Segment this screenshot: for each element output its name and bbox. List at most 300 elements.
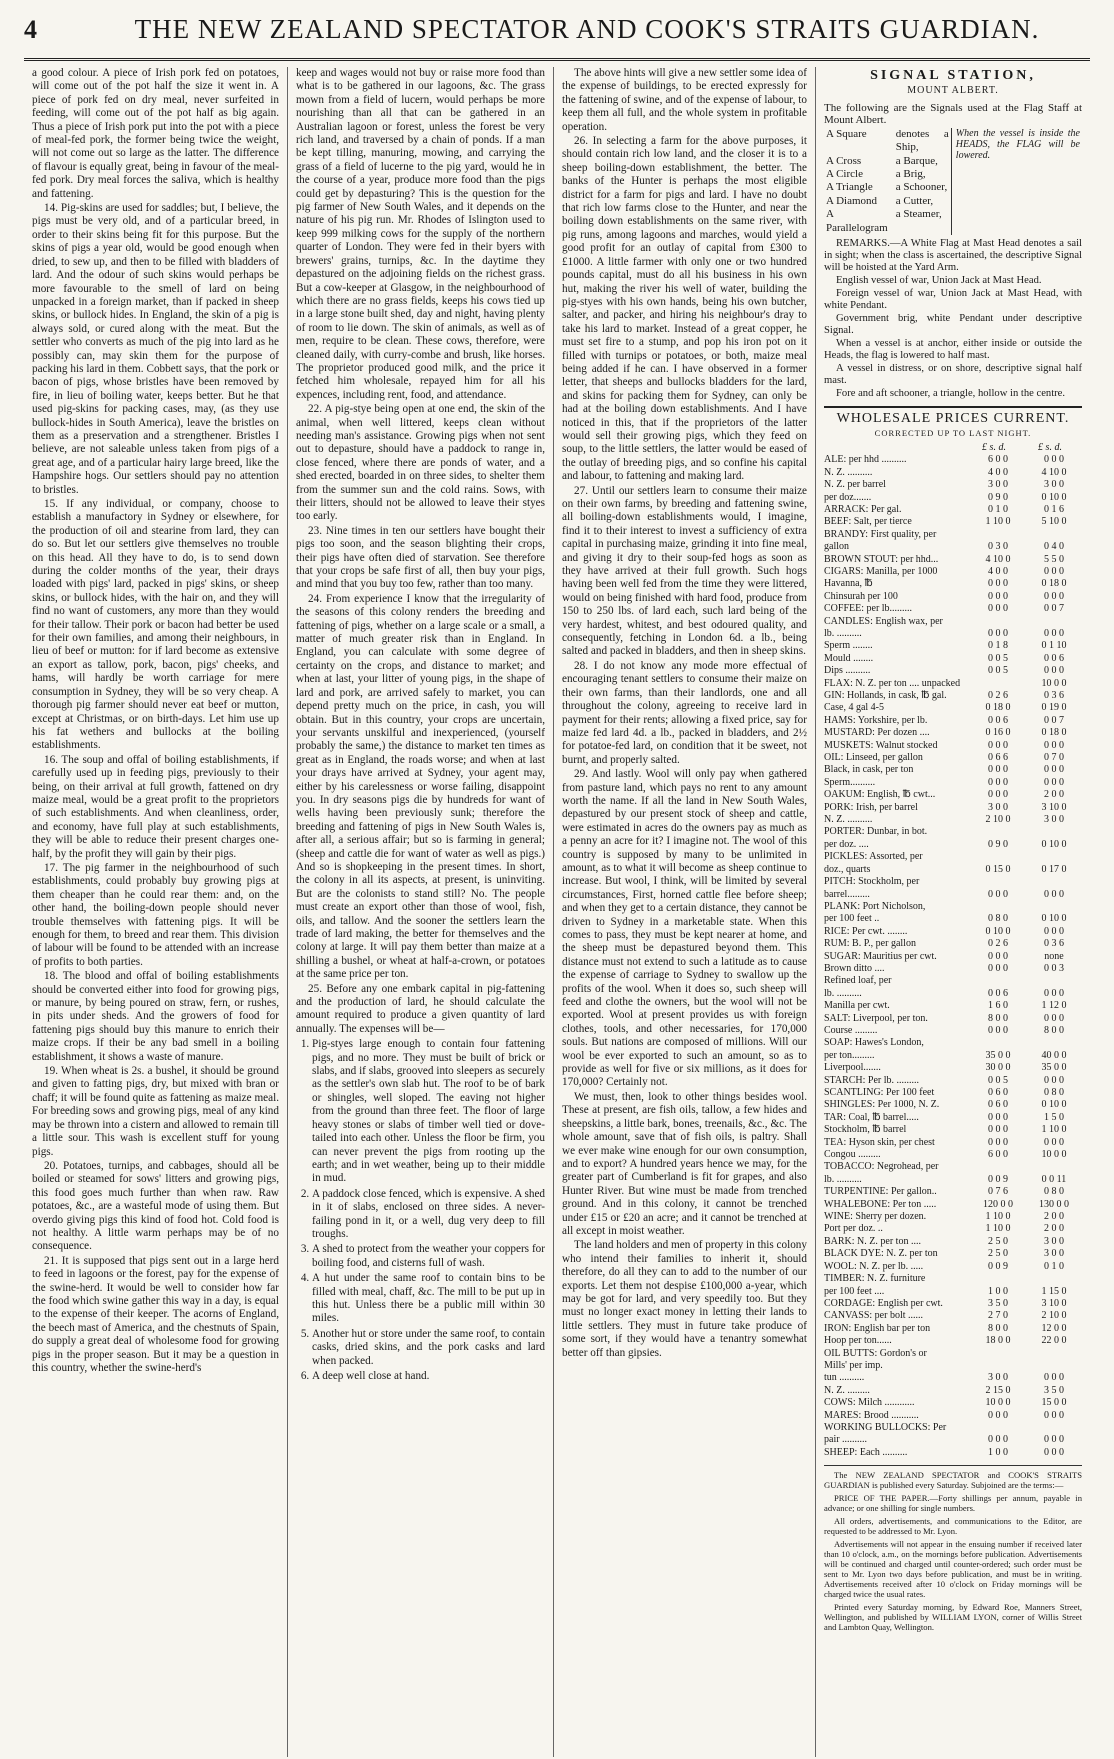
price-low: 0 18 0 [985, 702, 1011, 714]
price-row [824, 1137, 1082, 1149]
article-paragraph: 27. Until our settlers learn to consume their maize on their own farms, by breeding and fattening swine, all boiling-down establishments would, I imagine, find it to their interest to invest a sufficiency of extra capital in purchasing maize, grinding it into fine meal, and giving it dry to their soup-fed hogs as soon as they have arrived at their full growth. Such hogs having been well fed from the time they were littered, would on being finished with hard food, produce from 150 to 250 lbs. of lard each, such lard being of the very hardest, whitest, and best odoured quality, and consequently, fetching in London 6d. a lb., being salted and packed in bladders, and then in sheep skins. [562, 484, 807, 658]
price-low [970, 529, 1026, 541]
price-row [824, 554, 1082, 566]
price-high: 0 1 10 [1041, 640, 1067, 652]
signal-shape: A Circle [826, 168, 863, 181]
price-high: 2 10 0 [1041, 1310, 1067, 1322]
price-high: 1 5 0 [1044, 1111, 1064, 1123]
price-row [824, 665, 1082, 677]
price-item: CANVASS: per bolt ...... [824, 1310, 923, 1322]
price-row [824, 1062, 1082, 1074]
price-high: 0 0 6 [1044, 652, 1064, 664]
price-row [824, 740, 1082, 752]
price-low: 10 0 0 [985, 1397, 1011, 1409]
price-low: 0 10 0 [985, 925, 1011, 937]
publication-notes [824, 1465, 1082, 1632]
signal-intro: The following are the Signals used at the Flag Staff at Mount Albert. [824, 101, 1082, 126]
price-item: HAMS: Yorkshire, per lb. [824, 714, 928, 726]
price-high: 15 0 0 [1041, 1397, 1067, 1409]
price-low: 0 9 0 [988, 838, 1008, 850]
price-high: 0 18 0 [1041, 727, 1067, 739]
price-high: 3 5 0 [1044, 1384, 1064, 1396]
price-low: 120 0 0 [983, 1198, 1013, 1210]
price-low [970, 678, 1026, 690]
price-row [824, 566, 1082, 578]
price-row [824, 541, 1082, 553]
price-low: 0 0 0 [988, 764, 1008, 776]
price-item: RUM: B. P., per gallon [824, 938, 916, 950]
publication-note: Printed every Saturday morning, by Edward Roe, Manners Street, Wellington, and published by WILLIAM LYON, corner of Willis Street and Lambton Quay, Wellington. [824, 1602, 1082, 1633]
signal-meaning: a Cutter, [895, 194, 934, 207]
price-low: 0 0 0 [988, 590, 1008, 602]
price-low: 1 0 0 [988, 1446, 1008, 1458]
price-high: 10 0 0 [1041, 1149, 1067, 1161]
price-row [824, 640, 1082, 652]
price-high: 0 0 0 [1044, 590, 1064, 602]
price-high: 2 0 0 [1044, 1223, 1064, 1235]
price-row [824, 1112, 1082, 1124]
article-paragraph: 20. Potatoes, turnips, and cabbages, should all be boiled or steamed for sows' litters and growing pigs, this food goes much further than when raw. Raw potatoes, &c., are a wasteful mode of using them. But overdo giving pigs this kind of food hot. Cold food is not healthy. A little warm perhaps may be of no consequence. [32, 1159, 279, 1253]
article-paragraph: 26. In selecting a farm for the above purposes, it should contain rich low land, and the closer it is to a sheep boiling-down establishment, the better. The banks of the Hunter is perhaps the most eligible district for a farm for pigs and lard. I have no doubt that rich low farms close to the Hunter, and near the boiling down establishments on the same river, with pig runs, among lagoons and marches, would yield a good profit for an outlay of capital from £300 to £1000. A little farmer with only one or two hundred pounds capital, must do all his business in his own hut, making the river his well of water, building the pig-styes with his own hands, being his own butcher, salter, and packer, and hiring his neighbour's dray to take his lard to market. Instead of a great copper, he must set fire to a stump, and pop his iron pot on it filled with turnips or potatoes, or both, maize meal being added if he can. I have observed in a former letter, that sheeps and bullocks bladders for the lard, and skins for packing them for Sydney, can only be had at the boiling down establishments. And I have noticed in this, that if the proprietors of the latter would sell their growing pigs, which they feed on soup, to the little settlers, the latter would be eased of the outlay of breeding pigs, and so confine his capital and labour, to fattening and making lard. [562, 135, 807, 483]
signal-meaning: a Barque, [895, 154, 938, 167]
price-low: 0 0 0 [988, 578, 1008, 590]
article-paragraph: 22. A pig-stye being open at one end, the skin of the animal, when well littered, keeps clean without needing man's assistance. Growing pigs when not sent out to depasture, should have a paddock to range in, close fenced, where there are ponds of water, and a shed erected, boarded in on three sides, to shelter them from the summer sun and the cold rains. Sows, with their litters, should not be allowed to leave their styes too early. [296, 403, 545, 523]
price-row [824, 802, 1082, 814]
price-high: 0 0 0 [1044, 1136, 1064, 1148]
price-high: 0 0 0 [1044, 739, 1064, 751]
price-item: Course ......... [824, 1024, 878, 1036]
price-low: 0 0 6 [988, 987, 1008, 999]
price-item: Sperm ........ [824, 640, 873, 652]
price-item: OAKUM: English, ℔ cwt... [824, 789, 936, 801]
publication-note: The NEW ZEALAND SPECTATOR and COOK'S STRAITS GUARDIAN is published every Saturday. Subjoined are the terms:— [824, 1470, 1082, 1491]
price-high [1026, 1348, 1082, 1360]
article-paragraph: We must, then, look to other things besides wool. These at present, are fish oils, tallow, a few hides and sheepskins, a little bark, bones, treenails, &c., &c. The whole amount, save that of fish oils, is paltry. Shall we ever make wine enough for our own consumption, and to export? A hundred years hence we may, for the greater part of Cumberland is fit for grapes, and also Hunter River. But wine must be made from trenched ground. And in this colony, it cannot be trenched under £15 or £20 an acre; and it cannot be trenched at all except in moist weather. [562, 1090, 807, 1237]
price-low: 4 0 0 [988, 466, 1008, 478]
price-high: 3 0 0 [1044, 479, 1064, 491]
price-item: Manilla per cwt. [824, 1000, 890, 1012]
price-row [824, 479, 1082, 491]
price-low [970, 901, 1026, 913]
price-item: Hoop per ton...... [824, 1335, 892, 1347]
price-high: 0 10 0 [1041, 491, 1067, 503]
price-high: 0 7 0 [1044, 752, 1064, 764]
price-item: PORTER: Dunbar, in bot. [824, 826, 928, 838]
article-paragraph: 16. The soup and offal of boiling establishments, if carefully used up in feeding pigs, previously to their being, on their arrival at full growth, fattened on dry maize meal, would be a great profit to the proprietors of such establishments. And when cleanliness, order, and economy, have full play at such establishments, they will be able to reduce their present charges one-half, by the profit they will gain by their pigs. [32, 753, 279, 860]
price-high: 0 0 7 [1044, 714, 1064, 726]
signal-meaning: denotes a Ship, [895, 127, 949, 154]
price-row [824, 1372, 1082, 1384]
price-item: OIL BUTTS: Gordon's or [824, 1347, 927, 1359]
price-row [824, 1037, 1082, 1049]
signal-remark: English vessel of war, Union Jack at Mast Head. [836, 275, 1042, 287]
price-high: 0 0 0 [1044, 1074, 1064, 1086]
price-item: SOAP: Hawes's London, [824, 1037, 924, 1049]
price-item: MARES: Brood ........... [824, 1409, 919, 1421]
price-item: BARK: N. Z. per ton .... [824, 1235, 921, 1247]
price-item: doz., quarts [824, 863, 871, 875]
price-row [824, 653, 1082, 665]
price-item: FLAX: N. Z. per ton .... unpacked [824, 677, 961, 689]
article-paragraph: 23. Nine times in ten our settlers have bought their pigs too soon, and the season blighting their crops, their pigs have often died of starvation. See therefore that your crops be safe first of all, then buy your pigs, and mind that you buy too few, rather than too many. [296, 524, 545, 591]
price-high: 0 0 0 [1044, 987, 1064, 999]
expense-item: 3. A shed to protect from the weather your coppers for boiling food, and cisterns full of wash. [312, 1243, 545, 1270]
expense-item: 5. Another hut or store under the same roof, to contain casks, dried skins, and the pork casks and lard when packed. [312, 1328, 545, 1368]
price-item: CORDAGE: English per cwt. [824, 1297, 943, 1309]
price-row [824, 1422, 1082, 1434]
price-item: Brown ditto .... [824, 962, 885, 974]
price-row [824, 1124, 1082, 1136]
price-item: N. Z. .......... [824, 814, 873, 826]
price-row [824, 1186, 1082, 1198]
price-row [824, 628, 1082, 640]
price-row [824, 926, 1082, 938]
price-row [824, 938, 1082, 950]
signal-row [824, 128, 1082, 155]
price-high [1026, 1161, 1082, 1173]
price-item: N. Z. .......... [824, 466, 873, 478]
price-high [1026, 616, 1082, 628]
price-item: MUSTARD: Per dozen .... [824, 727, 930, 739]
price-row [824, 963, 1082, 975]
signal-meaning: a Steamer, [895, 208, 942, 221]
price-high: 0 0 0 [1044, 1434, 1064, 1446]
price-low: 0 0 9 [988, 1260, 1008, 1272]
price-low [970, 1273, 1026, 1285]
price-row [824, 1099, 1082, 1111]
price-high: 0 0 0 [1044, 1372, 1064, 1384]
price-low [970, 1161, 1026, 1173]
price-row [824, 1050, 1082, 1062]
price-low: 4 0 0 [988, 565, 1008, 577]
price-row [824, 1348, 1082, 1360]
price-high: 0 0 3 [1044, 962, 1064, 974]
price-row [824, 814, 1082, 826]
price-row [824, 1223, 1082, 1235]
price-item: lb. .......... [824, 987, 862, 999]
price-high: 0 0 0 [1044, 665, 1064, 677]
price-row [824, 789, 1082, 801]
price-low: 2 10 0 [985, 814, 1011, 826]
price-row [824, 1397, 1082, 1409]
price-item: CIGARS: Manilla, per 1000 [824, 565, 938, 577]
price-low: 0 1 0 [988, 503, 1008, 515]
price-high: 12 0 0 [1041, 1322, 1067, 1334]
price-item: Port per doz. .. [824, 1223, 883, 1235]
price-low [970, 1360, 1026, 1372]
price-high [1026, 1037, 1082, 1049]
price-row [824, 1385, 1082, 1397]
price-row [824, 988, 1082, 1000]
price-row [824, 591, 1082, 603]
signal-remark: A vessel in distress, or on shore, descriptive signal half mast. [824, 363, 1082, 387]
price-low [970, 1422, 1026, 1434]
price-row [824, 1360, 1082, 1372]
price-low: 0 0 0 [988, 962, 1008, 974]
price-item: N. Z. ......... [824, 1384, 870, 1396]
price-low: 0 15 0 [985, 863, 1011, 875]
article-paragraph: The above hints will give a new settler some idea of the expense of buildings, to be erected expressly for the fattening of swine, and of the expense of labour, to keep them all full, and the whole system in profitable operation. [562, 67, 808, 133]
price-row [824, 616, 1082, 628]
price-item: BROWN STOUT: per hhd... [824, 553, 939, 565]
price-high: 0 1 6 [1044, 503, 1064, 515]
signal-note: When the vessel is inside the HEADS, the FLAG will be lowered. [951, 128, 1082, 235]
column-3 [554, 67, 816, 1757]
article-paragraph: 15. If any individual, or company, choose to establish a manufactory in Sydney or elsewhere, for the production of oil and stearine from lard, they can do so. But let our settlers give themselves no trouble on this head. All they have to do, is to send down during the colder months of the year, their drays loaded with pigs' lard, packed in pigs' skins, or sheep skins, or bullock hides, with the hair on, and they will find no want of customers, any more than they would for their tallow. Their pork or bacon had better be used for their own families, and among their neighbours, in lieu of beef or mutton: for if lard become as extensive an export as tallow, pork, bacon, pigs' cheeks, and hams, will hardly be worth carriage for mere consumption in Sydney, they will be so very cheap. A thorough pig farmer should never eat beef or mutton, except at Christmas, or on birth-days. Let him use up his fat wethers and bullocks at the boiling establishments. [32, 498, 279, 752]
price-high [1026, 975, 1082, 987]
price-low: 0 9 0 [988, 491, 1008, 503]
price-item: PICKLES: Assorted, per [824, 851, 923, 863]
price-row [824, 1075, 1082, 1087]
price-row [824, 1161, 1082, 1173]
price-low: 0 0 9 [988, 1173, 1008, 1185]
price-item: CANDLES: English wax, per [824, 615, 943, 627]
price-low: 0 6 0 [988, 1087, 1008, 1098]
price-high: 0 0 0 [1044, 776, 1064, 788]
price-high: 3 0 0 [1044, 1248, 1064, 1260]
page-number: 4 [24, 15, 37, 44]
price-row [824, 1335, 1082, 1347]
price-row [824, 1236, 1082, 1248]
signal-shape: A Parallelogram [826, 208, 888, 234]
price-row [824, 1410, 1082, 1422]
price-low: 0 7 6 [988, 1186, 1008, 1198]
columns [24, 67, 1090, 1757]
price-row [824, 1447, 1082, 1459]
price-item: barrel......... [824, 888, 870, 900]
price-low [970, 1037, 1026, 1049]
price-high: 4 10 0 [1041, 466, 1067, 478]
price-high: 0 0 0 [1044, 1446, 1064, 1458]
price-col-head-high: £ s. d. [1038, 441, 1062, 453]
price-row [824, 516, 1082, 528]
price-item: Chinsurah per 100 [824, 590, 898, 602]
price-high [1026, 826, 1082, 838]
price-list [824, 454, 1082, 1459]
price-row [824, 876, 1082, 888]
article-paragraph: 24. From experience I know that the irregularity of the seasons of this colony renders the breeding and fattening of pigs, whether on a large scale or a small, a matter of much greater risk than in England. In England, you can calculate with some degree of certainty on the crops, and distance to market; and when at last, your litter of young pigs, in the shape of lard and pork, are arrived safely to market, you can depend pretty much on the price, in cash, you will obtain. But in this country, your crops are uncertain, your servants unskilful and inexperienced, (yourself probably the same,) the distance to market ten times as great as in England, the roads worse; and when at last your drays have arrived at Sydney, your agent may, either by his carelessness or worse failing, disappoint you. In dry seasons pigs die by hundreds for want of wells having been previously sunk; therefore the breeding and fattening of pigs in New South Wales is, after all, a serious affair; but so is farming in general; (sheep and cattle die for want of water as well as pigs.) And so is shopkeeping in the present times. In short, the colony in all its aspects, at present, is uninviting. But are the colonists to stand still? No. The people must create an export other than those of wool, fish, oils, and tallow. And the sooner the settlers learn the trade of lard making, the better for themselves and the colony at large. It will pay them better than maize at a shilling a bushel, or wheat at half-a-crown, or potatoes at the same price per ton. [296, 592, 545, 981]
price-item: COWS: Milch ............ [824, 1397, 915, 1409]
price-low: 1 10 0 [985, 516, 1011, 528]
price-low: 0 6 0 [988, 1099, 1008, 1111]
signal-shape: A Cross [826, 154, 862, 167]
price-high: 1 15 0 [1041, 1285, 1067, 1297]
price-low [970, 876, 1026, 888]
price-low: 0 0 0 [988, 888, 1008, 900]
price-item: Mills' per imp. [824, 1359, 883, 1371]
price-low: 0 2 6 [988, 690, 1008, 701]
price-row [824, 603, 1082, 615]
price-low: 4 10 0 [985, 553, 1011, 565]
price-row [824, 889, 1082, 901]
price-low: 0 0 0 [988, 603, 1008, 615]
price-row [824, 851, 1082, 863]
signal-station-subtitle: MOUNT ALBERT. [907, 85, 999, 97]
signal-table [824, 128, 1082, 235]
signal-meaning: a Brig, [895, 168, 926, 181]
signal-remark: Government brig, white Pendant under descriptive Signal. [824, 313, 1082, 337]
price-row [824, 1174, 1082, 1186]
price-item: Havanna, ℔ [824, 578, 873, 590]
article-paragraph: a good colour. A piece of Irish pork fed on potatoes, will come out of the pot half the size it went in. A piece of pork fed on dry meal, never surfeited in feeding, will come out of the pot half as big again. Thus a piece of Irish pork put into the pot with a piece of meal-fed pork, the former being twice the weight, will not come out so large as the latter. The difference of flavour is equally great, being in favour of the meal-fed pork. Dry meal forces the saliva, which is healthy and fattening. [32, 67, 279, 200]
article-paragraph: 17. The pig farmer in the neighbourhood of such establishments, could probably buy growing pigs at them cheaper than he could rear them: and, on the other hand, the boiling-down people should never trouble themselves with fattening pigs. It will be enough for them, to breed and rear them. This division of labour will be found to be attended with an increase of profits to both parties. [32, 861, 279, 968]
price-item: PORK: Irish, per barrel [824, 801, 918, 813]
price-item: per doz....... [824, 491, 872, 503]
price-high: 0 10 0 [1041, 913, 1067, 925]
article-paragraph: 28. I do not know any mode more effectual of encouraging tenant settlers to consume their maize on their own farms, than their landlords, one and all throughout the colony, agreeing to receive lard in payment for their rents; allowing a fixed price, say for maize fed lard 4d. a lb., packed in bladders, and 2½ for potatoe-fed lard, on condition that it be sweet, not burnt, and properly salted. [562, 659, 807, 766]
price-high: 0 18 0 [1041, 578, 1067, 590]
price-low: 0 16 0 [985, 727, 1011, 739]
signal-shape: A Triangle [826, 181, 873, 194]
price-row [824, 727, 1082, 739]
price-low [970, 975, 1026, 987]
publication-note: All orders, advertisements, and communications to the Editor, are requested to be addressed to Mr. Lyon. [824, 1516, 1082, 1537]
price-low: 1 6 0 [988, 1000, 1008, 1012]
article-paragraph: keep and wages would not buy or raise more food than what is to be gathered in our lagoons, &c. The grass mown from a field of lucern, would perhaps be more nourishing than all that can be gathered in an Australian lagoon or forest, unless the forest be very rich land, and traversed by a chain of ponds. If a man be kept tilling, manuring, mowing, and carrying the grass of a field of lucerne to the pig yard, would he in the course of a year, produce more food than the pigs could get by depasturing? This is the question for the pig farmer of New South Wales, and it depends on the nature of his pig run. Mr. Rhodes of Islington used to keep 999 milking cows for the supply of the northern quarter of London. They were fed in their byers with brewers' grains, turnips, &c. In the daytime they depastured on the adjoining fields on the richest grass. But a cow-keeper at Glasgow, in the neighbourhood of which there are no grass fields, keeps his cows tied up in a large stone built shed, day and night, having plenty of room to lie down. The skin of animals, as well as of men, require to be clean. These cows, therefore, were cleaned daily, with curry-combe and brush, like horses. The proprietor produced good milk, and the price it fetched him wholesale, repayed him for all his expences, including rent, food, and attendance. [296, 67, 545, 401]
price-high: 0 0 0 [1044, 454, 1064, 466]
price-low [970, 851, 1026, 863]
price-high: 0 0 0 [1044, 1012, 1064, 1024]
price-item: RICE: Per cwt. ........ [824, 925, 908, 937]
price-high: 0 3 6 [1044, 690, 1064, 701]
price-high: 0 0 0 [1044, 888, 1064, 900]
price-row [824, 1087, 1082, 1099]
price-row [824, 1013, 1082, 1025]
price-row [824, 826, 1082, 838]
prices-title: WHOLESALE PRICES CURRENT. [836, 411, 1070, 427]
price-low: 3 0 0 [988, 801, 1008, 813]
price-row [824, 1025, 1082, 1037]
price-high: 130 0 0 [1039, 1198, 1069, 1210]
price-item: per doz. .... [824, 838, 869, 850]
price-low: 3 0 0 [988, 479, 1008, 491]
price-high: 1 12 0 [1041, 1000, 1067, 1012]
price-row [824, 1273, 1082, 1285]
expense-item: 2. A paddock close fenced, which is expensive. A shed in it of slabs, enclosed on three sides. A never-failing pond in it, or a well, dug very deep to fill troughs. [312, 1188, 545, 1242]
column-4 [816, 67, 1090, 1757]
section-divider [824, 406, 1082, 408]
price-item: BLACK DYE: N. Z. per ton [824, 1248, 938, 1260]
price-low [970, 1348, 1026, 1360]
price-item: TURPENTINE: Per gallon.. [824, 1186, 937, 1198]
price-low: 0 0 0 [988, 950, 1008, 962]
price-item: gallon [824, 541, 849, 553]
price-row [824, 529, 1082, 541]
price-low: 6 0 0 [988, 1149, 1008, 1161]
price-row [824, 1298, 1082, 1310]
price-low: 2 7 0 [988, 1310, 1008, 1322]
price-low: 0 0 0 [988, 1024, 1008, 1036]
price-row [824, 1199, 1082, 1211]
price-row [824, 951, 1082, 963]
price-low: 0 0 0 [988, 739, 1008, 751]
signal-shape: A Diamond [826, 194, 878, 207]
price-low: 0 0 5 [988, 652, 1008, 664]
price-item: pair .......... [824, 1434, 868, 1446]
price-low: 30 0 0 [985, 1062, 1011, 1074]
price-item: SUGAR: Mauritius per cwt. [824, 950, 937, 962]
price-item: SHEEP: Each .......... [824, 1446, 908, 1458]
price-high: 0 1 0 [1044, 1260, 1064, 1272]
expense-item: 1. Pig-styes large enough to contain four fattening pigs, and no more. They must be built of brick or slabs, and if slabs, grooved into sleepers as securely as the settler's own slab hut. The roof to be of bark or shingles, well sloped. The eaving not higher from the ground than three feet. The floor of large heavy stones or slabs of timber well tied or dove-tailed into each other. Unless the floor be firm, you can never prevent the pigs from rooting up the earth; and in wet weather, being up to their middle in mud. [312, 1038, 545, 1185]
price-high: 0 0 0 [1044, 627, 1064, 639]
price-low: 0 0 0 [988, 1136, 1008, 1148]
price-high [1026, 1422, 1082, 1434]
price-item: Sperm.......... [824, 776, 876, 788]
price-high [1026, 901, 1082, 913]
price-row [824, 752, 1082, 764]
price-low: 2 5 0 [988, 1235, 1008, 1247]
price-row [824, 864, 1082, 876]
price-item: ALE: per hhd .......... [824, 454, 907, 466]
price-high [1026, 876, 1082, 888]
price-row [824, 454, 1082, 466]
article-paragraph: 29. And lastly. Wool will only pay when gathered from pasture land, which pays no rent to any amount worth the name. If all the land in New South Wales, depastured by our present stock of sheep and cattle, were estimated in acres do the owners pay as much as a penny an acre for it? I imagine not. The wool of this country is supposed by many to be unlimited in amount, as to what it will become as sheep continue to increase. But wool, I think, will be limited by several circumstances, First, horned cattle flee before sheep; and when they get to a certain distance, they cannot be driven to Sydney in a marketable state. When this comes to pass, they must be kept nearer at home, and the sheep must be depastured beyond them. This distance must not extend to such a latitude as to cause the expense of carriage to Sydney to swallow up the profits of the wool. When it does so, such sheep will feed and clothe the owners, but the wool will not be exported. Wool at present provides us with foreign clothes, tools, and other necessaries, for 170,000 souls. But nations are composed of millions. Will our wool be ever exported to such an amount, so as to provide as well for five or six millions, as it does for 170,000? Certainly not. [562, 768, 807, 1089]
price-high: 0 19 0 [1041, 702, 1067, 714]
price-high: 1 10 0 [1041, 1124, 1067, 1136]
price-low: 8 0 0 [988, 1322, 1008, 1334]
price-item: ARRACK: Per gal. [824, 503, 902, 515]
price-high: 3 10 0 [1041, 801, 1067, 813]
price-row [824, 764, 1082, 776]
price-low: 3 0 0 [988, 1372, 1008, 1384]
price-high: 3 0 0 [1044, 1235, 1064, 1247]
price-high: 0 0 0 [1044, 764, 1064, 776]
price-high: 0 4 0 [1044, 541, 1064, 553]
price-row [824, 492, 1082, 504]
price-item: per 100 feet .... [824, 1285, 885, 1297]
price-high: 2 0 0 [1044, 789, 1064, 801]
price-row [824, 1286, 1082, 1298]
price-item: MUSKETS: Walnut stocked [824, 739, 938, 751]
price-high: 3 0 0 [1044, 814, 1064, 826]
price-item: per 100 feet .. [824, 913, 880, 925]
price-row [824, 1261, 1082, 1273]
price-low: 0 1 8 [988, 640, 1008, 652]
price-item: PLANK: Port Nicholson, [824, 900, 926, 912]
price-item: WINE: Sherry per dozen. [824, 1211, 927, 1223]
price-low: 1 0 0 [988, 1285, 1008, 1297]
price-high: 0 3 6 [1044, 938, 1064, 950]
publication-note: PRICE OF THE PAPER.—Forty shillings per annum, payable in advance; or one shilling for single numbers. [824, 1493, 1082, 1514]
price-row [824, 1211, 1082, 1223]
price-low: 1 10 0 [985, 1211, 1011, 1223]
price-high: 0 0 11 [1041, 1173, 1067, 1185]
price-low: 3 5 0 [988, 1297, 1008, 1309]
price-high [1026, 1360, 1082, 1372]
expense-item: 4. A hut under the same roof to contain bins to be filled with meal, chaff, &c. The mill to be put up in this hut. Unless there be a public mill within 30 miles. [312, 1272, 545, 1326]
signal-remark: When a vessel is at anchor, either inside or outside the Heads, the flag is lowered to half mast. [824, 338, 1082, 362]
price-row [824, 1310, 1082, 1322]
price-item: TIMBER: N. Z. furniture [824, 1273, 926, 1285]
price-high: 0 10 0 [1041, 838, 1067, 850]
price-row [824, 504, 1082, 516]
article-paragraph: 21. It is supposed that pigs sent out in a large herd to feed in lagoons or the forest, pay for the expense of the swine-herd. It would be well to consider how far the food which swine gather this way in a day, is equal to the expense of their keeper. The acorns of England, the beech mast of America, and the chestnuts of Spain, do supply a great deal of wholesome food for growing pigs in the proper season. But it may be a question in this country, whether the swine-herd's [32, 1254, 279, 1374]
price-low: 0 0 0 [988, 789, 1008, 801]
price-item: COFFEE: per lb......... [824, 603, 913, 615]
masthead [24, 14, 1090, 61]
price-item: Refined loaf, per [824, 975, 892, 987]
price-item: TAR: Coal, ℔ barrel..... [824, 1111, 919, 1123]
price-row [824, 715, 1082, 727]
price-item: GIN: Hollands, in cask, ℔ gal. [824, 690, 947, 701]
price-low: 35 0 0 [985, 1049, 1011, 1061]
price-high: 0 8 0 [1044, 1087, 1064, 1098]
price-high: 2 0 0 [1044, 1211, 1064, 1223]
price-item: STARCH: Per lb. ......... [824, 1074, 920, 1086]
price-row [824, 777, 1082, 789]
price-high: 8 0 0 [1044, 1024, 1064, 1036]
